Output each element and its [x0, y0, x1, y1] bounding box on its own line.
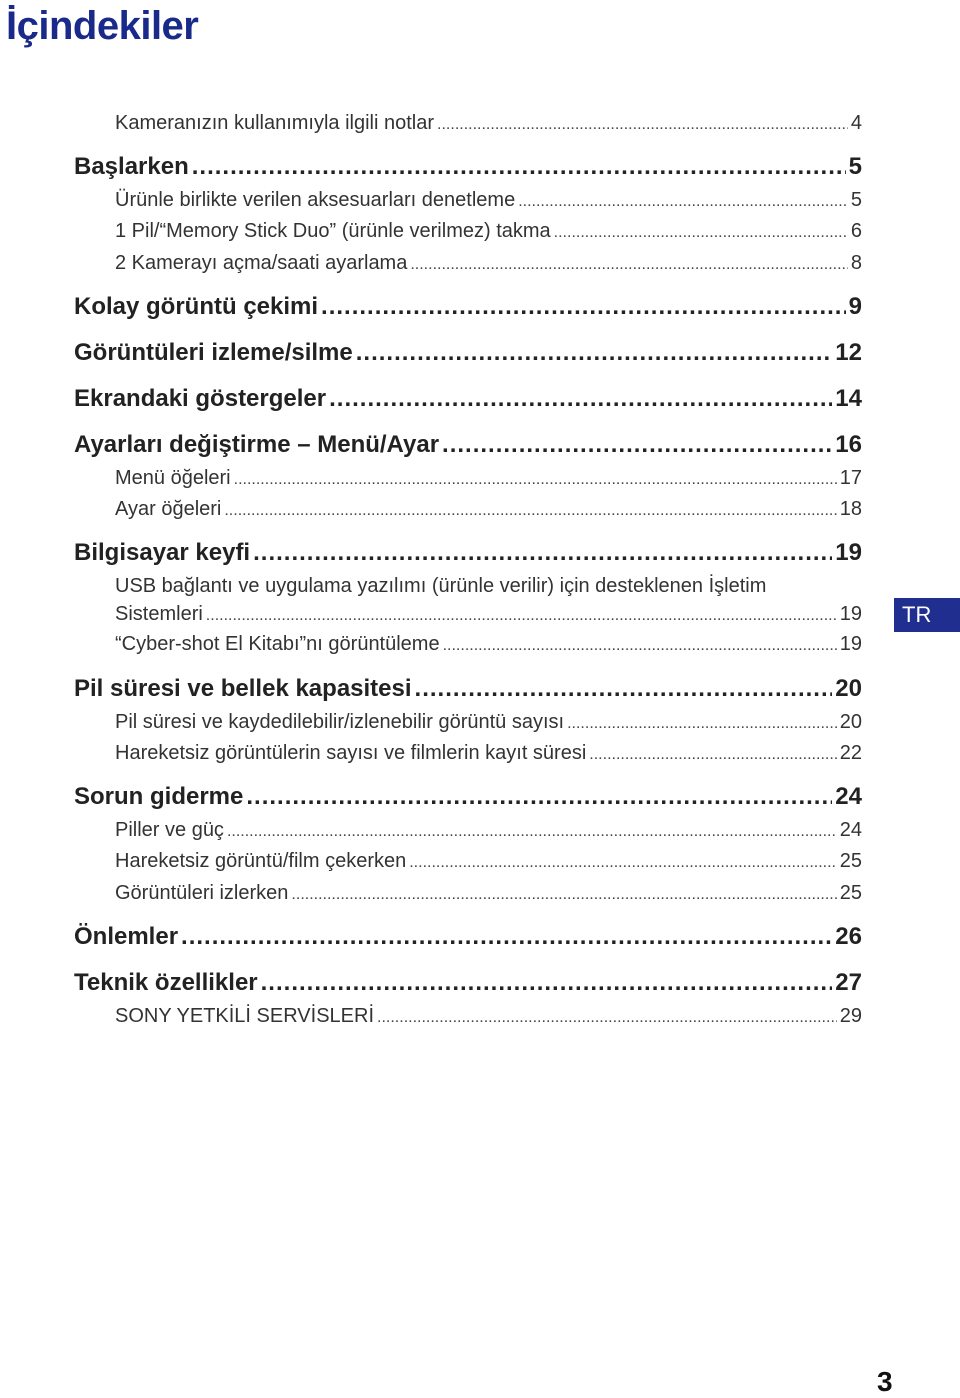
toc-page-number: 25	[839, 882, 862, 904]
language-tab: TR	[894, 598, 960, 632]
toc-entry[interactable]	[74, 220, 862, 243]
toc-page-number: 26	[835, 923, 862, 950]
toc-leader	[206, 607, 837, 625]
toc-page-number: 20	[839, 711, 862, 733]
toc-entry[interactable]	[74, 112, 862, 135]
toc-page-number: 14	[835, 385, 862, 412]
toc-section[interactable]	[74, 969, 862, 997]
toc-leader	[181, 923, 832, 951]
toc-page-number: 25	[839, 850, 862, 872]
toc-page-number: 24	[835, 783, 862, 810]
toc-entry-text: 2 Kamerayı açma/saati ayarlama	[115, 252, 408, 274]
toc-page-number: 4	[850, 112, 862, 134]
toc-leader	[246, 783, 832, 811]
toc-section[interactable]	[74, 431, 862, 459]
toc-entry-text: “Cyber-shot El Kitabı”nı görüntüleme	[115, 633, 440, 655]
toc-section-title: Sorun giderme	[74, 783, 244, 810]
toc-page-number: 16	[835, 431, 862, 458]
toc-section-title: Ayarları değiştirme – Menü/Ayar	[74, 431, 440, 458]
toc-leader	[415, 675, 833, 703]
toc-entry-text: Hareketsiz görüntü/film çekerken	[115, 850, 407, 872]
toc-leader	[253, 539, 832, 567]
toc-page-number: 19	[839, 633, 862, 655]
toc-page-number: 5	[848, 153, 862, 180]
toc-entry[interactable]	[74, 252, 862, 275]
page-title: İçindekiler	[6, 4, 199, 48]
toc-section-title: Teknik özellikler	[74, 969, 258, 996]
toc-entry[interactable]	[74, 882, 862, 905]
toc-entry-text: Menü öğeleri	[115, 467, 231, 489]
toc-page-number: 19	[839, 603, 862, 625]
toc-section-title: Bilgisayar keyfi	[74, 539, 251, 566]
toc-entry[interactable]	[74, 819, 862, 842]
toc-entry-text: Ayar öğeleri	[115, 498, 222, 520]
toc-section-title: Ekrandaki göstergeler	[74, 385, 327, 412]
toc-page-number: 27	[835, 969, 862, 996]
toc-page-number: 22	[839, 742, 862, 764]
toc-entry[interactable]	[74, 498, 862, 521]
toc-page-number: 9	[848, 293, 862, 320]
toc-leader	[442, 431, 832, 459]
toc-page-number: 29	[839, 1005, 862, 1027]
toc-page-number: 12	[835, 339, 862, 366]
toc-page-number: 20	[835, 675, 862, 702]
toc-entry-text: SONY YETKİLİ SERVİSLERİ	[115, 1005, 375, 1027]
toc-entry-text: Görüntüleri izlerken	[115, 882, 289, 904]
toc-entry[interactable]	[74, 1005, 862, 1028]
toc-section[interactable]	[74, 923, 862, 951]
toc-entry-text: Pil süresi ve kaydedilebilir/izlenebilir görüntü sayısı	[115, 711, 565, 733]
toc-entry-text: 1 Pil/“Memory Stick Duo” (ürünle verilmez) takma	[115, 220, 551, 242]
toc-entry-text: Ürünle birlikte verilen aksesuarları denetleme	[115, 189, 516, 211]
toc-section-title: Pil süresi ve bellek kapasitesi	[74, 675, 412, 702]
page-number: 3	[877, 1366, 893, 1397]
toc-leader	[291, 886, 836, 904]
toc-leader	[356, 339, 833, 367]
toc-leader	[437, 116, 848, 134]
toc-page-number: 6	[850, 220, 862, 242]
toc-leader	[329, 385, 832, 413]
toc-leader	[224, 502, 836, 520]
toc-section[interactable]	[74, 153, 862, 181]
toc-leader	[192, 153, 846, 181]
toc-page-number: 17	[839, 467, 862, 489]
toc-section[interactable]	[74, 339, 862, 367]
toc-leader	[589, 746, 836, 764]
toc-section[interactable]	[74, 675, 862, 703]
toc-entry-text: Kameranızın kullanımıyla ilgili notlar	[115, 112, 435, 134]
toc-leader	[443, 637, 837, 655]
toc-page-number: 8	[850, 252, 862, 274]
toc-leader	[227, 823, 837, 841]
toc-section-title: Görüntüleri izleme/silme	[74, 339, 353, 366]
toc-page-number: 24	[839, 819, 862, 841]
toc-section[interactable]	[74, 783, 862, 811]
toc-entry[interactable]	[74, 633, 862, 656]
toc-entry-text: Piller ve güç	[115, 819, 224, 841]
toc-entry[interactable]	[74, 467, 862, 490]
toc-entry[interactable]	[74, 189, 862, 212]
toc-entry[interactable]	[74, 850, 862, 873]
toc-entry-text: Hareketsiz görüntülerin sayısı ve filmlerin kayıt süresi	[115, 742, 587, 764]
toc-leader	[410, 256, 848, 274]
toc-leader	[234, 471, 837, 489]
toc-leader	[409, 854, 837, 872]
toc-page-number: 18	[839, 498, 862, 520]
toc-leader	[261, 969, 833, 997]
toc-leader	[567, 715, 837, 733]
toc-leader	[518, 193, 848, 211]
toc-entry[interactable]	[74, 742, 862, 765]
toc-page-number: 5	[850, 189, 862, 211]
toc-entry-text-line1: USB bağlantı ve uygulama yazılımı (ürünle verilir) için desteklenen İşletim	[115, 575, 767, 597]
toc-section-title: Kolay görüntü çekimi	[74, 293, 319, 320]
toc-page-number: 19	[835, 539, 862, 566]
toc-leader	[377, 1009, 837, 1027]
toc-entry[interactable]	[74, 711, 862, 734]
toc-entry[interactable]	[74, 603, 862, 626]
toc-section-title: Önlemler	[74, 923, 179, 950]
toc-leader	[321, 293, 846, 321]
toc-leader	[554, 224, 848, 242]
toc-section[interactable]	[74, 293, 862, 321]
toc-section-title: Başlarken	[74, 153, 189, 180]
toc-section[interactable]	[74, 385, 862, 413]
toc-entry-text: Sistemleri	[115, 603, 203, 625]
toc-section[interactable]	[74, 539, 862, 567]
